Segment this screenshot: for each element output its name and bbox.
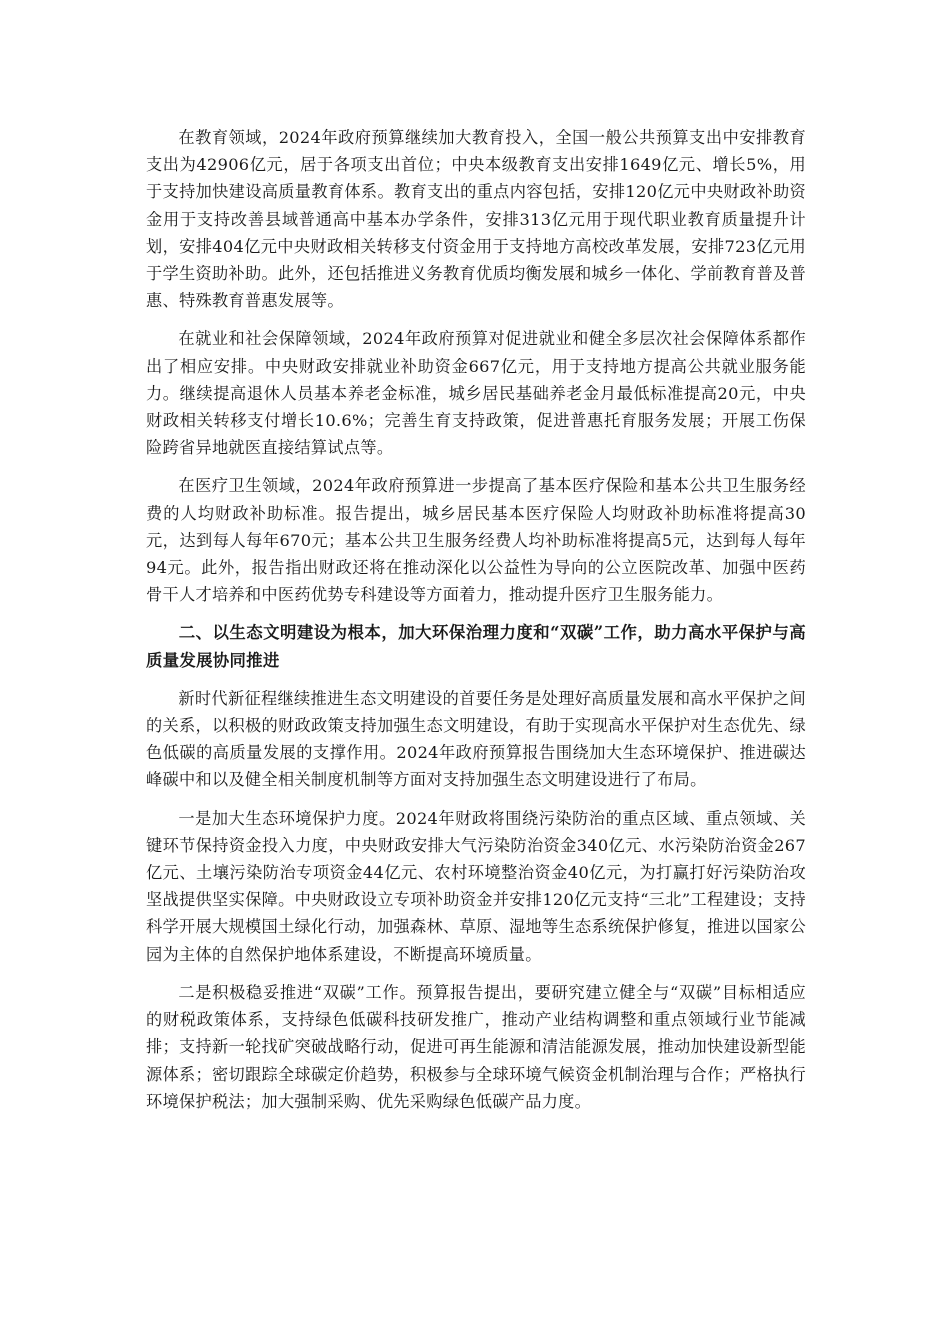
- section-heading: 二、以生态文明建设为根本，加大环保治理力度和“双碳”工作，助力高水平保护与高质量发展协同推进: [146, 623, 806, 670]
- education-paragraph: 在教育领域，2024年政府预算继续加大教育投入，全国一般公共预算支出中安排教育支出为42906亿元，居于各项支出首位；中央本级教育支出安排1649亿元、增长5%，用于支持加快建设高质量教育体系。教育支出的重点内容包括，安排120亿元中央财政补助资金用于支持改善县域普通高中基本办学条件，安排313亿元用于现代职业教育质量提升计划，安排404亿元中央财政相关转移支付资金用于支持地方高校改革发展，安排723亿元用于学生资助补助。此外，还包括推进义务教育优质均衡发展和城乡一体化、学前教育普及普惠、特殊教育普惠发展等。: [146, 128, 806, 311]
- environmental-protection-paragraph: 一是加大生态环境保护力度。2024年财政将围绕污染防治的重点区域、重点领域、关键环节保持资金投入力度，中央财政安排大气污染防治资金340亿元、水污染防治资金267亿元、土壤污染防治专项资金44亿元、农村环境整治资金40亿元，为打赢打好污染防治攻坚战提供坚实保障。中央财政设立专项补助资金并安排120亿元支持“三北”工程建设；支持科学开展大规模国土绿化行动，加强森林、草原、湿地等生态系统保护修复，推进以国家公园为主体的自然保护地体系建设，不断提高环境质量。: [146, 808, 806, 964]
- dual-carbon-paragraph: 二是积极稳妥推进“双碳”工作。预算报告提出，要研究建立健全与“双碳”目标相适应的财税政策体系，支持绿色低碳科技研发推广，推动产业结构调整和重点领域行业节能减排；支持新一轮找矿突破战略行动，促进可再生能源和清洁能源发展，推动加快建设新型能源体系；密切跟踪全球碳定价趋势，积极参与全球环境气候资金机制治理与合作；严格执行环境保护税法；加大强制采购、优先采购绿色低碳产品力度。: [146, 982, 806, 1111]
- employment-social-security-paragraph: 在就业和社会保障领域，2024年政府预算对促进就业和健全多层次社会保障体系都作出了相应安排。中央财政安排就业补助资金667亿元，用于支持地方提高公共就业服务能力。继续提高退休人员基本养老金标准，城乡居民基础养老金月最低标准提高20元，中央财政相关转移支付增长10.6%；完善生育支持政策，促进普惠托育服务发展；开展工伤保险跨省异地就医直接结算试点等。: [146, 329, 806, 458]
- document-page: [146, 124, 806, 1126]
- healthcare-paragraph: 在医疗卫生领域，2024年政府预算进一步提高了基本医疗保险和基本公共卫生服务经费的人均财政补助标准。报告提出，城乡居民基本医疗保险人均财政补助标准将提高30元，达到每人每年670元；基本公共卫生服务经费人均补助标准将提高5元，达到每人每年94元。此外，报告指出财政还将在推动深化以公益性为导向的公立医院改革、加强中医药骨干人才培养和中医药优势专科建设等方面着力，推动提升医疗卫生服务能力。: [146, 476, 806, 605]
- ecological-intro-paragraph: 新时代新征程继续推进生态文明建设的首要任务是处理好高质量发展和高水平保护之间的关系，以积极的财政政策支持加强生态文明建设，有助于实现高水平保护对生态优先、绿色低碳的高质量发展的支撑作用。2024年政府预算报告围绕加大生态环境保护、推进碳达峰碳中和以及健全相关制度机制等方面对支持加强生态文明建设进行了布局。: [146, 688, 806, 790]
